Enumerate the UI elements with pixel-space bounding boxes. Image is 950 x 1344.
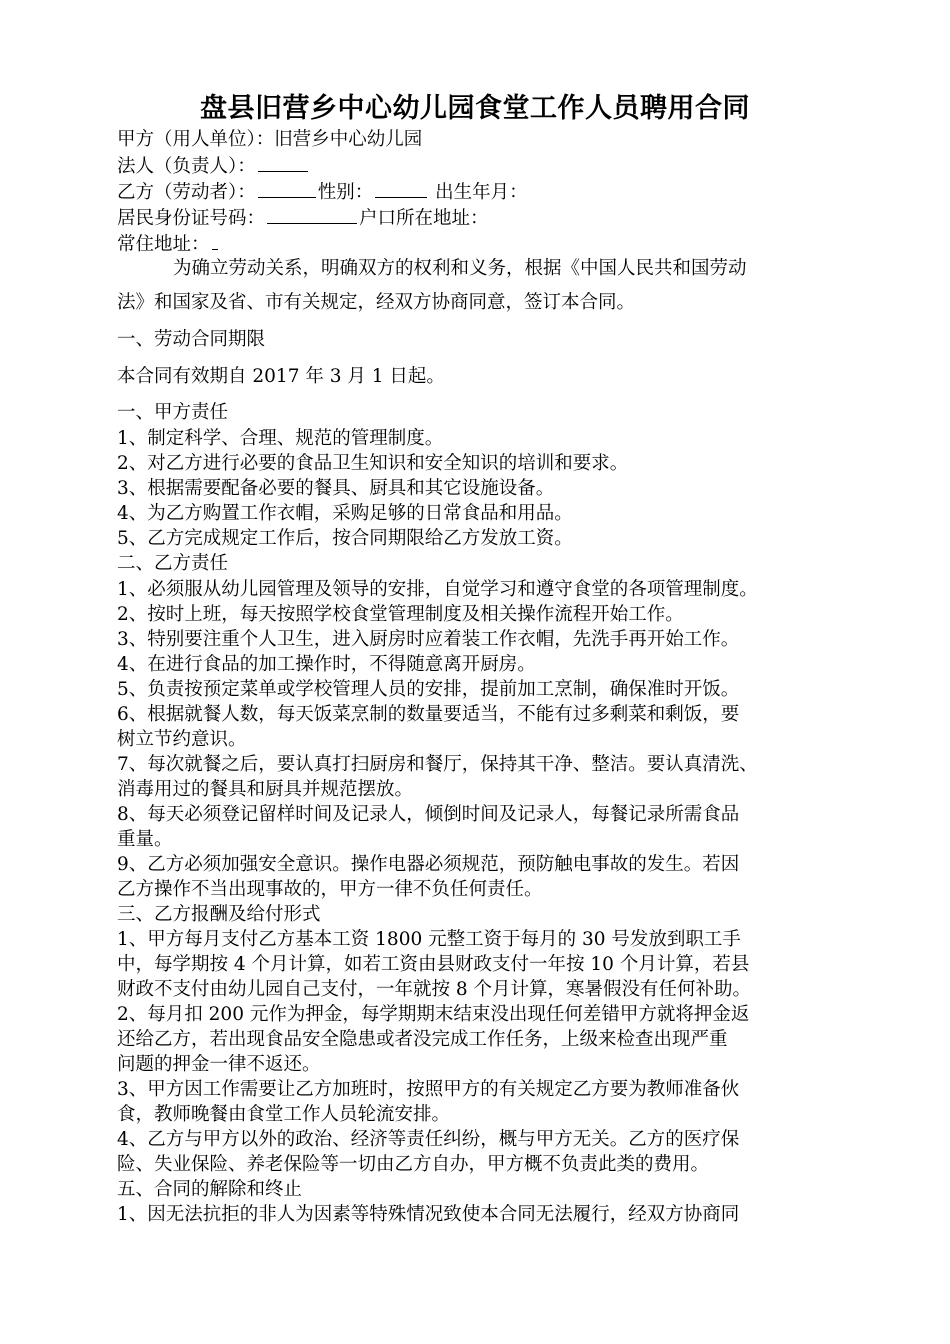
party-b-line (117, 179, 857, 206)
body-line: 重量。 (117, 829, 173, 850)
residence-blank (212, 231, 218, 250)
gender-blank (375, 179, 427, 198)
legal-person-line (117, 153, 857, 180)
body-line: 树立节约意识。 (117, 729, 247, 750)
body-line: 财政不支付由幼儿园自己支付，一年就按 8 个月计算，寒暑假没有任何补助。 (117, 979, 752, 1000)
body-line: 二、乙方责任 (117, 553, 229, 574)
body-line: 4、为乙方购置工作衣帽，采购足够的日常食品和用品。 (117, 503, 573, 524)
gender-label: 性别： (317, 182, 374, 203)
body-line: 4、在进行食品的加工操作时，不得随意离开厨房。 (117, 654, 536, 675)
body-line: 7、每次就餐之后，要认真打扫厨房和餐厅，保持其干净、整洁。要认真清洗、 (117, 754, 758, 775)
body-line: 问题的押金一律不返还。 (117, 1054, 321, 1075)
body-line: 一、甲方责任 (117, 402, 229, 423)
party-b-label: 乙方（劳动者）： (117, 182, 256, 203)
body-line: 险、失业保险、养老保险等一切由乙方自办，甲方概不负责此类的费用。 (117, 1154, 710, 1175)
party-b-blank (258, 179, 316, 198)
party-a-line: 甲方（用人单位）：旧营乡中心幼儿园 (117, 129, 423, 150)
body-line: 乙方操作不当出现事故的，甲方一律不负任何责任。 (117, 879, 543, 900)
body-line: 6、根据就餐人数，每天饭菜烹制的数量要适当，不能有过多剩菜和剩饭，要 (117, 704, 740, 725)
legal-person-label: 法人（负责人）： (117, 156, 256, 177)
intro-line-1: 为确立劳动关系，明确双方的权利和义务，根据《中国人民共和国劳动 (173, 258, 747, 279)
body-line: 1、因无法抗拒的非人为因素等特殊情况致使本合同无法履行，经双方协商同 (117, 1204, 740, 1225)
body-line: 3、特别要注重个人卫生，进入厨房时应着装工作衣帽，先洗手再开始工作。 (117, 629, 740, 650)
body-line: 3、根据需要配备必要的餐具、厨具和其它设施设备。 (117, 478, 555, 499)
body-line: 3、甲方因工作需要让乙方加班时，按照甲方的有关规定乙方要为教师准备伙 (117, 1079, 740, 1100)
body-line: 三、乙方报酬及给付形式 (117, 904, 321, 925)
body-line: 1、制定科学、合理、规范的管理制度。 (117, 428, 444, 449)
body-line: 中，每学期按 4 个月计算，如若工资由县财政支付一年按 10 个月计算，若县 (117, 954, 750, 975)
body-line: 8、每天必须登记留样时间及记录人，倾倒时间及记录人，每餐记录所需食品 (117, 804, 740, 825)
hukou-label: 户口所在地址： (359, 208, 489, 229)
term-heading: 一、劳动合同期限 (117, 329, 266, 350)
body-line: 2、对乙方进行必要的食品卫生知识和安全知识的培训和要求。 (117, 453, 629, 474)
body-line: 2、按时上班，每天按照学校食堂管理制度及相关操作流程开始工作。 (117, 604, 684, 625)
page-title: 盘县旧营乡中心幼儿园食堂工作人员聘用合同 (200, 93, 750, 124)
residence-line (117, 231, 857, 258)
body-line: 1、甲方每月支付乙方基本工资 1800 元整工资于每月的 30 号发放到职工手 (117, 929, 741, 950)
intro-line-2: 法》和国家及省、市有关规定，经双方协商同意，签订本合同。 (117, 292, 636, 313)
residence-label: 常住地址： (117, 234, 210, 255)
term-text: 本合同有效期自 2017 年 3 月 1 日起。 (117, 366, 445, 387)
body-line: 1、必须服从幼儿园管理及领导的安排，自觉学习和遵守食堂的各项管理制度。 (117, 579, 758, 600)
body-line: 五、合同的解除和终止 (117, 1179, 303, 1200)
body-line: 4、乙方与甲方以外的政治、经济等责任纠纷，概与甲方无关。乙方的医疗保 (117, 1129, 740, 1150)
body-line: 食，教师晚餐由食堂工作人员轮流安排。 (117, 1104, 451, 1125)
body-line: 5、乙方完成规定工作后，按合同期限给乙方发放工资。 (117, 528, 573, 549)
body-line: 消毒用过的餐具和厨具并规范摆放。 (117, 779, 414, 800)
body-line: 还给乙方，若出现食品安全隐患或者没完成工作任务，上级来检查出现严重 (117, 1029, 728, 1050)
id-number-label: 居民身份证号码： (117, 208, 266, 229)
body-line: 5、负责按预定菜单或学校管理人员的安排，提前加工烹制，确保准时开饭。 (117, 679, 740, 700)
birth-label: 出生年月： (435, 182, 528, 203)
body-line: 2、每月扣 200 元作为押金，每学期期末结束没出现任何差错甲方就将押金返 (117, 1004, 750, 1025)
legal-person-blank (258, 153, 308, 172)
body-line: 9、乙方必须加强安全意识。操作电器必须规范，预防触电事故的发生。若因 (117, 854, 740, 875)
id-number-blank (267, 205, 357, 224)
id-line (117, 205, 857, 232)
